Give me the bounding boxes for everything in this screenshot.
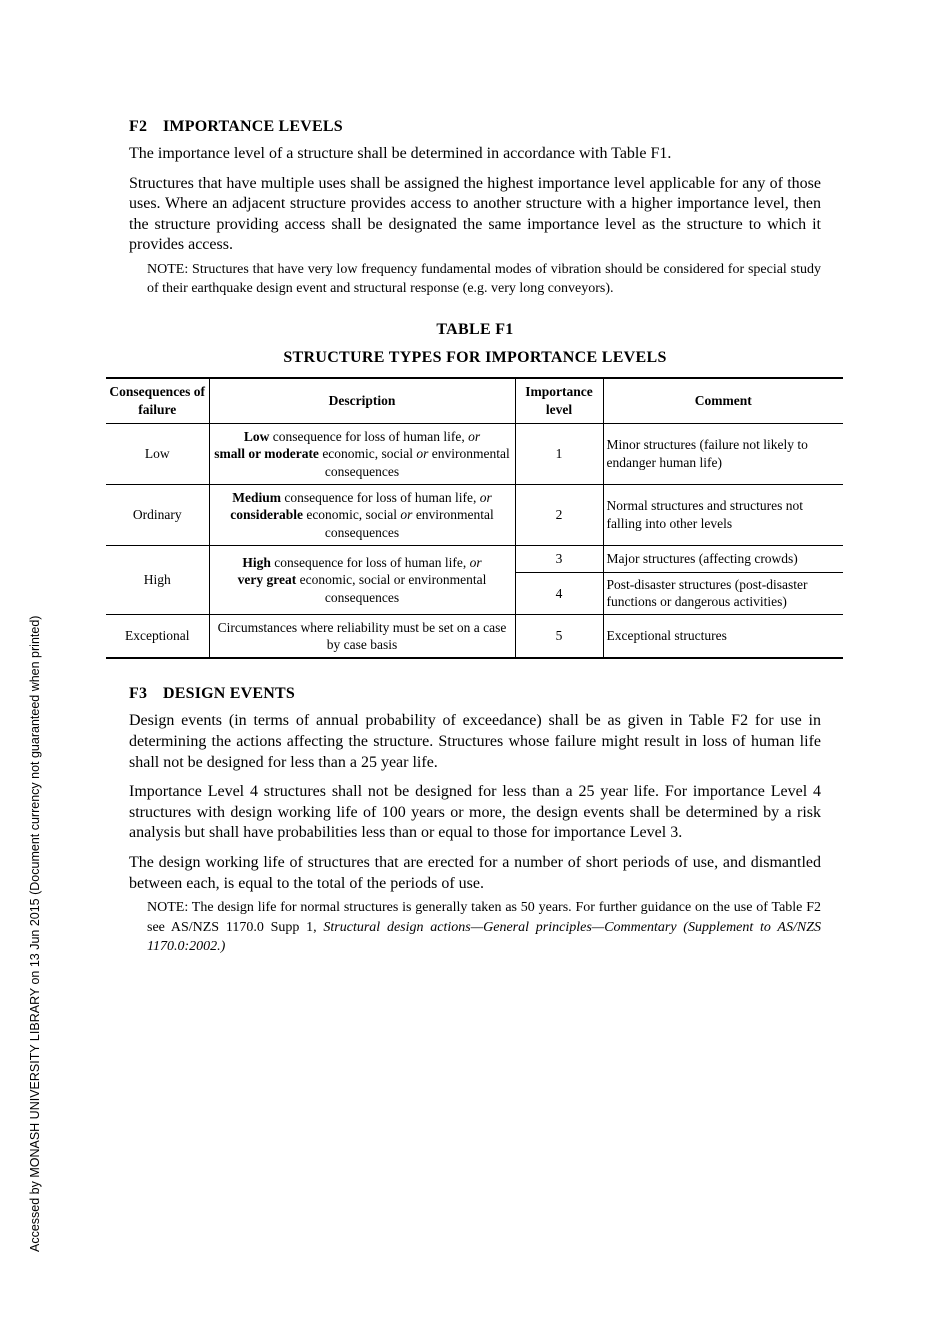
- table-row-exceptional: [106, 614, 843, 658]
- section-f2-title: IMPORTANCE LEVELS: [163, 118, 343, 135]
- section-f3-number: F3: [129, 685, 148, 703]
- description-exceptional: Circumstances where reliability must be set on a case by case basis: [209, 614, 515, 658]
- description-ordinary: Medium consequence for loss of human life, or considerable economic, social or environmental consequences: [209, 484, 515, 545]
- section-f2-para2: Structures that have multiple uses shall be assigned the highest importance level applicable for any of those uses. Where an adjacent structure provides access to another structure with a higher importance level, then the structure providing access shall be designated the same importance level as the structure to which it provides access.: [129, 174, 821, 254]
- comment-ordinary: Normal structures and structures not falling into other levels: [603, 484, 843, 545]
- table-row-ordinary: [106, 484, 843, 545]
- consequence-exceptional: Exceptional: [106, 614, 209, 658]
- section-f3-note: NOTE: The design life for normal structures is generally taken as 50 years. For further guidance on the use of Table F2 see AS/NZS 1170.0 Supp 1, Structural design actions—General principles—Commentary (Supplement to AS/NZS 1170.0:2002.): [147, 900, 822, 955]
- importance-levels-table: [106, 377, 843, 660]
- header-comment: Comment: [603, 378, 843, 424]
- section-f3-para1: Design events (in terms of annual probability of exceedance) shall be as given in Table F2 for use in determining the actions affecting the structure. Structures whose failure might result in loss of human life shall not be designed for less than a 25 year life.: [129, 712, 821, 771]
- level-high-3: 3: [515, 545, 603, 572]
- table-row-low: [106, 423, 843, 484]
- section-f3-para2: Importance Level 4 structures shall not be designed for less than a 25 year life. For importance Level 4 structures with design working life of 100 years or more, the design events shall be determined by a risk analysis but shall have probabilities less than or equal to those for importance Level 3.: [129, 783, 821, 842]
- section-f2-heading: [129, 118, 821, 136]
- table-f1-title: STRUCTURE TYPES FOR IMPORTANCE LEVELS: [283, 348, 667, 366]
- table-header-row: [106, 378, 843, 424]
- consequence-ordinary: Ordinary: [106, 484, 209, 545]
- table-row-high-a: [106, 545, 843, 572]
- section-f2-para1: The importance level of a structure shall be determined in accordance with Table F1.: [129, 145, 672, 162]
- consequence-low: Low: [106, 423, 209, 484]
- level-low: 1: [515, 423, 603, 484]
- header-consequences: Consequences of failure: [106, 378, 209, 424]
- section-f3-title: DESIGN EVENTS: [163, 685, 295, 703]
- level-ordinary: 2: [515, 484, 603, 545]
- consequence-high: High: [106, 545, 209, 614]
- description-high: High consequence for loss of human life, or very great economic, social or environmental consequences: [209, 545, 515, 614]
- header-importance-level: Importance level: [515, 378, 603, 424]
- section-f2-number: F2: [129, 118, 148, 135]
- description-low: Low consequence for loss of human life, or small or moderate economic, social or environmental consequences: [209, 423, 515, 484]
- header-description: Description: [209, 378, 515, 424]
- section-f2-note: NOTE: Structures that have very low frequency fundamental modes of vibration should be considered for special study of their earthquake design event and structural response (e.g. very long conveyors).: [147, 261, 821, 297]
- level-high-4: 4: [515, 572, 603, 614]
- table-f1-label: TABLE F1: [436, 320, 514, 338]
- comment-exceptional: Exceptional structures: [603, 614, 843, 658]
- section-f3-heading: [129, 685, 821, 703]
- document-body: [109, 118, 822, 957]
- section-f3-para3: The design working life of structures that are erected for a number of short periods of use, and dismantled between each, is equal to the total of the periods of use.: [129, 854, 821, 892]
- comment-low: Minor structures (failure not likely to endanger human life): [603, 423, 843, 484]
- comment-high-3: Major structures (affecting crowds): [603, 545, 843, 572]
- comment-high-4: Post-disaster structures (post-disaster functions or dangerous activities): [603, 572, 843, 614]
- level-exceptional: 5: [515, 614, 603, 658]
- access-watermark: Accessed by MONASH UNIVERSITY LIBRARY on 13 Jun 2015 (Document currency not guaranteed when printed): [28, 615, 42, 1252]
